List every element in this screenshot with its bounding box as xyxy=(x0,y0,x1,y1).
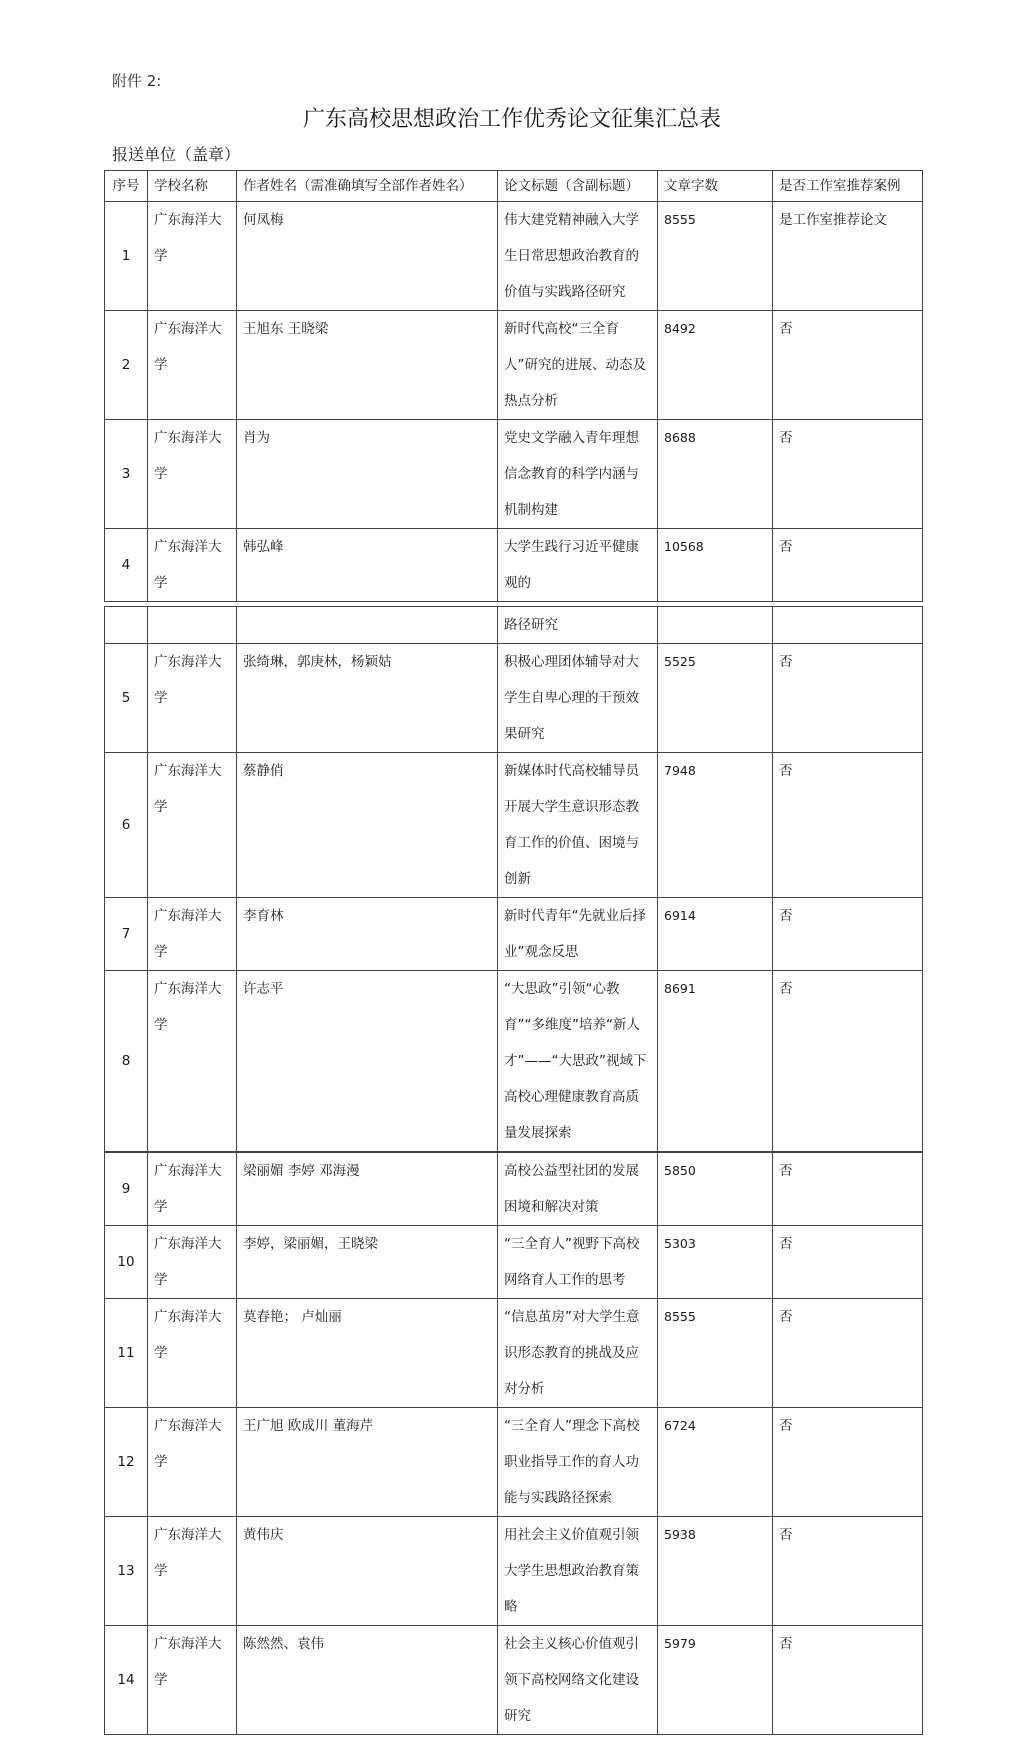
seq-cell: 8 xyxy=(105,971,148,1152)
authors-cell: 黄伟庆 xyxy=(237,1517,498,1626)
recommended-cell: 否 xyxy=(773,971,923,1152)
school-cell: 广东海洋大学 xyxy=(148,202,237,311)
authors-cell: 许志平 xyxy=(237,971,498,1152)
recommended-cell: 否 xyxy=(773,1408,923,1517)
word-count-cell xyxy=(658,607,773,644)
table-row xyxy=(105,1153,923,1226)
table-row xyxy=(105,1408,923,1517)
word-count-cell: 8555 xyxy=(658,202,773,311)
authors-cell: 肖为 xyxy=(237,420,498,529)
seq-cell: 3 xyxy=(105,420,148,529)
paper-title-cell: 伟大建党精神融入大学生日常思想政治教育的价值与实践路径研究 xyxy=(498,202,658,311)
table-row xyxy=(105,529,923,602)
header-recommended: 是否工作室推荐案例 xyxy=(773,171,923,202)
authors-cell: 何凤梅 xyxy=(237,202,498,311)
seq-cell: 12 xyxy=(105,1408,148,1517)
recommended-cell xyxy=(773,607,923,644)
seq-cell: 10 xyxy=(105,1226,148,1299)
paper-title-cell: 新时代高校“三全育人”研究的进展、动态及热点分析 xyxy=(498,311,658,420)
table-row xyxy=(105,898,923,971)
recommended-cell: 否 xyxy=(773,644,923,753)
recommended-cell: 否 xyxy=(773,1226,923,1299)
table-row xyxy=(105,1626,923,1735)
school-cell: 广东海洋大学 xyxy=(148,644,237,753)
table-row xyxy=(105,420,923,529)
recommended-cell: 否 xyxy=(773,529,923,602)
recommended-cell: 否 xyxy=(773,1153,923,1226)
school-cell: 广东海洋大学 xyxy=(148,898,237,971)
page-title: 广东高校思想政治工作优秀论文征集汇总表 xyxy=(302,107,721,132)
school-cell: 广东海洋大学 xyxy=(148,1408,237,1517)
header-paper-title: 论文标题（含副标题） xyxy=(498,171,658,202)
word-count-cell: 5938 xyxy=(658,1517,773,1626)
attachment-label: 附件 2: xyxy=(112,72,162,90)
authors-cell xyxy=(237,607,498,644)
school-cell: 广东海洋大学 xyxy=(148,1226,237,1299)
word-count-cell: 5525 xyxy=(658,644,773,753)
word-count-cell: 5303 xyxy=(658,1226,773,1299)
seq-cell: 6 xyxy=(105,753,148,898)
paper-title-cell: 社会主义核心价值观引领下高校网络文化建设研究 xyxy=(498,1626,658,1735)
seq-cell: 13 xyxy=(105,1517,148,1626)
header-word-count: 文章字数 xyxy=(658,171,773,202)
seq-cell: 5 xyxy=(105,644,148,753)
school-cell: 广东海洋大学 xyxy=(148,1299,237,1408)
school-cell xyxy=(148,607,237,644)
recommended-cell: 否 xyxy=(773,311,923,420)
summary-table-page-3 xyxy=(104,1152,923,1735)
seq-cell: 1 xyxy=(105,202,148,311)
table-row xyxy=(105,202,923,311)
summary-table-page-1 xyxy=(104,170,923,602)
seq-cell: 9 xyxy=(105,1153,148,1226)
recommended-cell: 是工作室推荐论文 xyxy=(773,202,923,311)
header-row xyxy=(105,171,923,202)
header-seq: 序号 xyxy=(105,171,148,202)
recommended-cell: 否 xyxy=(773,753,923,898)
seq-cell: 2 xyxy=(105,311,148,420)
word-count-cell: 5979 xyxy=(658,1626,773,1735)
word-count-cell: 5850 xyxy=(658,1153,773,1226)
recommended-cell: 否 xyxy=(773,420,923,529)
authors-cell: 韩弘峰 xyxy=(237,529,498,602)
recommended-cell: 否 xyxy=(773,1299,923,1408)
school-cell: 广东海洋大学 xyxy=(148,420,237,529)
paper-title-cell: “三全育人”理念下高校职业指导工作的育人功能与实践路径探索 xyxy=(498,1408,658,1517)
paper-title-cell: “大思政”引领“心教育”“多维度”培养“新人才”——“大思政”视域下高校心理健康教育高质量发展探索 xyxy=(498,971,658,1152)
paper-title-cell: 用社会主义价值观引领大学生思想政治教育策略 xyxy=(498,1517,658,1626)
seq-cell: 14 xyxy=(105,1626,148,1735)
authors-cell: 王旭东 王晓梁 xyxy=(237,311,498,420)
recommended-cell: 否 xyxy=(773,898,923,971)
table-row xyxy=(105,311,923,420)
word-count-cell: 8492 xyxy=(658,311,773,420)
authors-cell: 陈然然、袁伟 xyxy=(237,1626,498,1735)
word-count-cell: 6724 xyxy=(658,1408,773,1517)
submit-unit-label: 报送单位（盖章） xyxy=(112,145,241,164)
recommended-cell: 否 xyxy=(773,1626,923,1735)
seq-cell xyxy=(105,607,148,644)
authors-cell: 李育林 xyxy=(237,898,498,971)
paper-title-cell: 高校公益型社团的发展困境和解决对策 xyxy=(498,1153,658,1226)
paper-title-cell: “信息茧房”对大学生意识形态教育的挑战及应对分析 xyxy=(498,1299,658,1408)
table-row xyxy=(105,753,923,898)
authors-cell: 莫春艳； 卢灿丽 xyxy=(237,1299,498,1408)
recommended-cell: 否 xyxy=(773,1517,923,1626)
authors-cell: 张绮琳，郭庚林，杨颖姑 xyxy=(237,644,498,753)
word-count-cell: 8688 xyxy=(658,420,773,529)
school-cell: 广东海洋大学 xyxy=(148,753,237,898)
table-row xyxy=(105,1517,923,1626)
school-cell: 广东海洋大学 xyxy=(148,1153,237,1226)
seq-cell: 11 xyxy=(105,1299,148,1408)
paper-title-cell: 党史文学融入青年理想信念教育的科学内涵与机制构建 xyxy=(498,420,658,529)
authors-cell: 蔡静俏 xyxy=(237,753,498,898)
paper-title-cell: 积极心理团体辅导对大学生自卑心理的干预效果研究 xyxy=(498,644,658,753)
word-count-cell: 8555 xyxy=(658,1299,773,1408)
authors-cell: 王广旭 欧成川 董海芹 xyxy=(237,1408,498,1517)
summary-table-page-2 xyxy=(104,606,923,1152)
seq-cell: 7 xyxy=(105,898,148,971)
paper-title-cell: 新时代青年“先就业后择业”观念反思 xyxy=(498,898,658,971)
table-row xyxy=(105,1226,923,1299)
word-count-cell: 8691 xyxy=(658,971,773,1152)
header-authors: 作者姓名（需准确填写全部作者姓名） xyxy=(237,171,498,202)
school-cell: 广东海洋大学 xyxy=(148,529,237,602)
paper-title-cell: 新媒体时代高校辅导员开展大学生意识形态教育工作的价值、困境与创新 xyxy=(498,753,658,898)
school-cell: 广东海洋大学 xyxy=(148,311,237,420)
word-count-cell: 7948 xyxy=(658,753,773,898)
table-row xyxy=(105,1299,923,1408)
seq-cell: 4 xyxy=(105,529,148,602)
paper-title-cell: “三全育人”视野下高校网络育人工作的思考 xyxy=(498,1226,658,1299)
paper-title-cell: 大学生践行习近平健康观的 xyxy=(498,529,658,602)
table-row xyxy=(105,644,923,753)
table-row xyxy=(105,607,923,644)
table-row xyxy=(105,971,923,1152)
school-cell: 广东海洋大学 xyxy=(148,1626,237,1735)
word-count-cell: 6914 xyxy=(658,898,773,971)
school-cell: 广东海洋大学 xyxy=(148,971,237,1152)
header-school: 学校名称 xyxy=(148,171,237,202)
paper-title-cell: 路径研究 xyxy=(498,607,658,644)
authors-cell: 梁丽媚 李婷 邓海漫 xyxy=(237,1153,498,1226)
word-count-cell: 10568 xyxy=(658,529,773,602)
authors-cell: 李婷，梁丽媚，王晓梁 xyxy=(237,1226,498,1299)
school-cell: 广东海洋大学 xyxy=(148,1517,237,1626)
